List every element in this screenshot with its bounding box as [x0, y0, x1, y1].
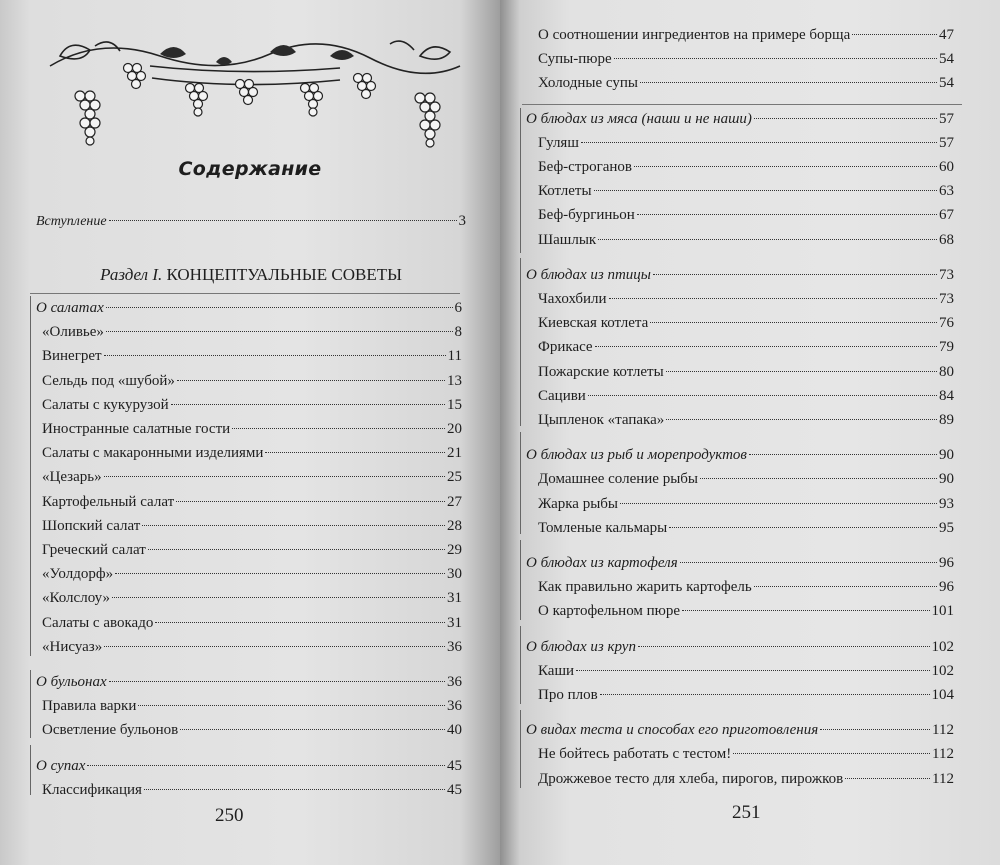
- toc-entry: [538, 493, 954, 515]
- toc-entry: [42, 370, 462, 392]
- entry-title: Беф-строганов: [538, 159, 632, 175]
- entry-title: Томленые кальмары: [538, 519, 668, 536]
- dot-leader: [595, 346, 937, 347]
- toc-entry: [538, 336, 954, 358]
- entry-page: 104: [931, 687, 954, 703]
- page-number: 251: [732, 802, 761, 823]
- entry-title: Иностранные салатные гости: [42, 421, 231, 437]
- entry-title: «Цезарь»: [42, 469, 102, 486]
- entry-title: О блюдах из круп: [526, 638, 636, 655]
- entry-page: 76: [939, 315, 954, 332]
- entry-title: Осветление бульонов: [42, 722, 179, 739]
- entry-page: 84: [939, 387, 954, 404]
- toc-entry: [42, 636, 462, 658]
- entry-page: 31: [447, 590, 462, 607]
- toc-entry: [42, 587, 462, 609]
- toc-entry-intro: [36, 210, 466, 232]
- entry-page: 101: [931, 603, 954, 620]
- dot-leader: [754, 118, 937, 119]
- entry-page: 36: [447, 698, 462, 715]
- toc-entry: [42, 563, 462, 585]
- toc-entry: [42, 695, 462, 717]
- entry-title: Салаты с авокадо: [42, 614, 154, 631]
- toc-entry: [538, 229, 954, 251]
- entry-title: Правила варки: [42, 698, 137, 715]
- entry-title: Как правильно жарить картофель: [538, 579, 752, 596]
- entry-title: Фрикасе: [538, 339, 593, 356]
- dot-leader: [666, 419, 937, 420]
- dot-leader: [733, 753, 930, 754]
- divider: [30, 293, 460, 294]
- entry-title: Шашлык: [538, 231, 597, 248]
- dot-leader: [171, 404, 445, 405]
- toc-entry: [42, 491, 462, 513]
- dot-leader: [594, 190, 937, 191]
- dot-leader: [682, 610, 929, 611]
- dot-leader: [104, 355, 446, 356]
- right-page: [500, 0, 1000, 865]
- entry-title: Не бойтесь работать с тестом!: [538, 746, 732, 763]
- toc-entry: [538, 517, 954, 539]
- entry-page: 90: [939, 471, 954, 488]
- entry-page: 63: [939, 183, 954, 200]
- dot-leader: [634, 166, 937, 167]
- section-prefix: Раздел I.: [100, 265, 163, 284]
- group-bracket: [520, 540, 521, 620]
- entry-page: 28: [447, 517, 462, 534]
- dot-leader: [144, 789, 445, 790]
- entry-title: О картофельном пюре: [538, 603, 681, 620]
- entry-title: О супах: [36, 757, 86, 774]
- entry-page: 73: [939, 266, 954, 283]
- entry-title: Холодные супы: [538, 75, 638, 92]
- entry-page: 54: [939, 75, 954, 92]
- entry-title: Про плов: [538, 687, 598, 703]
- toc-entry: [538, 468, 954, 490]
- entry-title: О блюдах из птицы: [526, 266, 651, 283]
- entry-title: Классификация: [42, 781, 142, 798]
- group-bracket: [520, 710, 521, 788]
- entry-page: 89: [939, 412, 954, 428]
- toc-category: [36, 297, 462, 319]
- toc-category: [526, 444, 954, 466]
- dot-leader: [176, 501, 445, 502]
- entry-page: 60: [939, 159, 954, 175]
- dot-leader: [845, 778, 930, 779]
- entry-page: 68: [939, 231, 954, 248]
- group-bracket: [520, 108, 521, 253]
- toc-entry: [538, 48, 954, 70]
- entry-page: 102: [931, 638, 954, 655]
- entry-page: 57: [939, 110, 954, 127]
- entry-page: 15: [447, 396, 462, 413]
- entry-page: 96: [939, 555, 954, 571]
- entry-title: «Уолдорф»: [42, 566, 114, 583]
- dot-leader: [609, 298, 937, 299]
- entry-page: 80: [939, 363, 954, 380]
- entry-page: 40: [447, 722, 462, 739]
- section-heading: [36, 265, 466, 285]
- entry-page: 11: [447, 348, 462, 365]
- entry-page: 95: [939, 519, 954, 536]
- entry-title: Домашнее соление рыбы: [538, 471, 698, 488]
- group-bracket: [520, 626, 521, 704]
- group-bracket: [30, 745, 31, 795]
- entry-title: Греческий салат: [42, 542, 146, 558]
- dot-leader: [155, 622, 445, 623]
- toc-entry: [538, 312, 954, 334]
- dot-leader: [852, 34, 937, 35]
- dot-leader: [650, 322, 937, 323]
- entry-page: 67: [939, 207, 954, 224]
- dot-leader: [232, 428, 445, 429]
- entry-page: 45: [447, 781, 462, 798]
- entry-page: 45: [447, 757, 462, 774]
- dot-leader: [637, 214, 937, 215]
- entry-title: О блюдах из картофеля: [526, 555, 678, 571]
- toc-entry: [42, 515, 462, 537]
- entry-title: Картофельный салат: [42, 493, 175, 510]
- dot-leader: [820, 729, 930, 730]
- toc-entry: [538, 204, 954, 226]
- entry-title: Котлеты: [538, 183, 592, 200]
- grape-vine-ornament: [40, 26, 470, 156]
- entry-title: О видах теста и способах его приготовления: [526, 722, 819, 739]
- toc-category: [36, 755, 462, 777]
- toc-category: [526, 552, 954, 574]
- dot-leader: [87, 765, 445, 766]
- dot-leader: [104, 646, 445, 647]
- entry-title: О бульонах: [36, 674, 107, 690]
- toc-entry: [42, 321, 462, 343]
- dot-leader: [588, 395, 937, 396]
- dot-leader: [700, 478, 937, 479]
- toc-entry: [538, 361, 954, 383]
- divider: [522, 104, 962, 105]
- entry-title: Жарка рыбы: [538, 495, 618, 512]
- toc-entry: [538, 24, 954, 46]
- entry-title: О блюдах из рыб и морепродуктов: [526, 447, 747, 464]
- entry-page: 112: [932, 770, 954, 787]
- dot-leader: [109, 681, 445, 682]
- entry-page: 30: [447, 566, 462, 583]
- group-bracket: [30, 670, 31, 738]
- dot-leader: [749, 454, 937, 455]
- entry-page: 29: [447, 542, 462, 558]
- dot-leader: [138, 705, 445, 706]
- entry-title: Шопский салат: [42, 517, 141, 534]
- entry-page: 8: [454, 324, 462, 341]
- section-name: КОНЦЕПТУАЛЬНЫЕ СОВЕТЫ: [166, 265, 402, 284]
- toc-entry: [42, 466, 462, 488]
- entry-title: Салаты с макаронными изделиями: [42, 445, 264, 462]
- toc-entry: [42, 719, 462, 741]
- entry-title: Супы-пюре: [538, 51, 612, 68]
- dot-leader: [109, 220, 457, 221]
- entry-title: Киевская котлета: [538, 315, 649, 332]
- toc-category: [526, 108, 954, 130]
- entry-page: 20: [447, 421, 462, 437]
- entry-title: О салатах: [36, 300, 104, 316]
- toc-entry: [42, 418, 462, 440]
- dot-leader: [265, 452, 445, 453]
- dot-leader: [104, 476, 445, 477]
- dot-leader: [106, 307, 453, 308]
- dot-leader: [600, 694, 930, 695]
- entry-page: 102: [931, 662, 954, 679]
- toc-entry: [42, 394, 462, 416]
- toc-entry: [538, 576, 954, 598]
- dot-leader: [180, 729, 445, 730]
- entry-title: «Нисуаз»: [42, 638, 103, 655]
- toc-entry: [538, 72, 954, 94]
- entry-page: 36: [447, 674, 462, 690]
- toc-entry: [538, 180, 954, 202]
- dot-leader: [598, 239, 937, 240]
- group-bracket: [520, 258, 521, 426]
- toc-entry: [538, 288, 954, 310]
- entry-title: Вступление: [36, 214, 107, 229]
- entry-page: 96: [939, 579, 954, 596]
- dot-leader: [640, 82, 937, 83]
- dot-leader: [754, 586, 937, 587]
- entry-title: Цыпленок «тапака»: [538, 412, 665, 428]
- entry-title: Чахохбили: [538, 291, 607, 307]
- toc-entry: [538, 768, 954, 790]
- dot-leader: [638, 646, 930, 647]
- entry-page: 25: [447, 469, 462, 486]
- entry-page: 112: [932, 722, 954, 739]
- entry-title: О соотношении ингредиентов на примере борща: [538, 27, 851, 43]
- dot-leader: [581, 142, 937, 143]
- entry-page: 54: [939, 51, 954, 68]
- entry-page: 73: [939, 291, 954, 307]
- entry-page: 36: [447, 638, 462, 655]
- toc-entry: [538, 743, 954, 765]
- toc-category: [526, 636, 954, 658]
- toc-entry: [42, 612, 462, 634]
- entry-title: Дрожжевое тесто для хлеба, пирогов, пирожков: [538, 770, 844, 787]
- group-bracket: [520, 432, 521, 534]
- entry-page: 3: [458, 213, 466, 229]
- dot-leader: [669, 527, 937, 528]
- entry-title: «Колслоу»: [42, 590, 110, 607]
- dot-leader: [653, 274, 937, 275]
- dot-leader: [620, 503, 937, 504]
- dot-leader: [112, 597, 445, 598]
- entry-title: Гуляш: [538, 134, 579, 151]
- dot-leader: [680, 562, 937, 563]
- dot-leader: [177, 380, 445, 381]
- dot-leader: [666, 371, 937, 372]
- entry-page: 90: [939, 447, 954, 464]
- dot-leader: [576, 670, 929, 671]
- entry-page: 112: [932, 746, 954, 763]
- page-number: 250: [215, 805, 244, 826]
- entry-title: Салаты с кукурузой: [42, 396, 169, 413]
- toc-entry: [538, 660, 954, 682]
- dot-leader: [614, 58, 937, 59]
- toc-entry: [538, 684, 954, 706]
- entry-title: Пожарские котлеты: [538, 363, 664, 380]
- entry-page: 13: [447, 372, 462, 389]
- toc-category: [36, 671, 462, 693]
- entry-page: 27: [447, 493, 462, 510]
- toc-entry: [538, 132, 954, 154]
- toc-entry: [42, 442, 462, 464]
- dot-leader: [106, 331, 453, 332]
- toc-category: [526, 719, 954, 741]
- dot-leader: [115, 573, 445, 574]
- entry-page: 31: [447, 614, 462, 631]
- dot-leader: [142, 525, 445, 526]
- entry-page: 21: [447, 445, 462, 462]
- entry-title: Беф-бургиньон: [538, 207, 635, 224]
- toc-entry: [42, 539, 462, 561]
- entry-title: О блюдах из мяса (наши и не наши): [526, 110, 752, 127]
- toc-entry: [42, 345, 462, 367]
- entry-page: 6: [454, 300, 462, 316]
- entry-page: 79: [939, 339, 954, 356]
- entry-title: Сациви: [538, 387, 586, 404]
- toc-category: [526, 264, 954, 286]
- toc-entry: [538, 409, 954, 431]
- toc-entry: [538, 156, 954, 178]
- toc-entry: [538, 385, 954, 407]
- entry-page: 93: [939, 495, 954, 512]
- page-title: Содержание: [178, 158, 322, 180]
- group-bracket: [30, 296, 31, 656]
- toc-entry: [538, 600, 954, 622]
- entry-title: Каши: [538, 662, 575, 679]
- entry-title: Винегрет: [42, 348, 102, 365]
- toc-entry: [42, 779, 462, 801]
- entry-page: 57: [939, 134, 954, 151]
- entry-page: 47: [939, 27, 954, 43]
- dot-leader: [148, 549, 445, 550]
- entry-title: «Оливье»: [42, 324, 104, 341]
- entry-title: Сельдь под «шубой»: [42, 372, 175, 389]
